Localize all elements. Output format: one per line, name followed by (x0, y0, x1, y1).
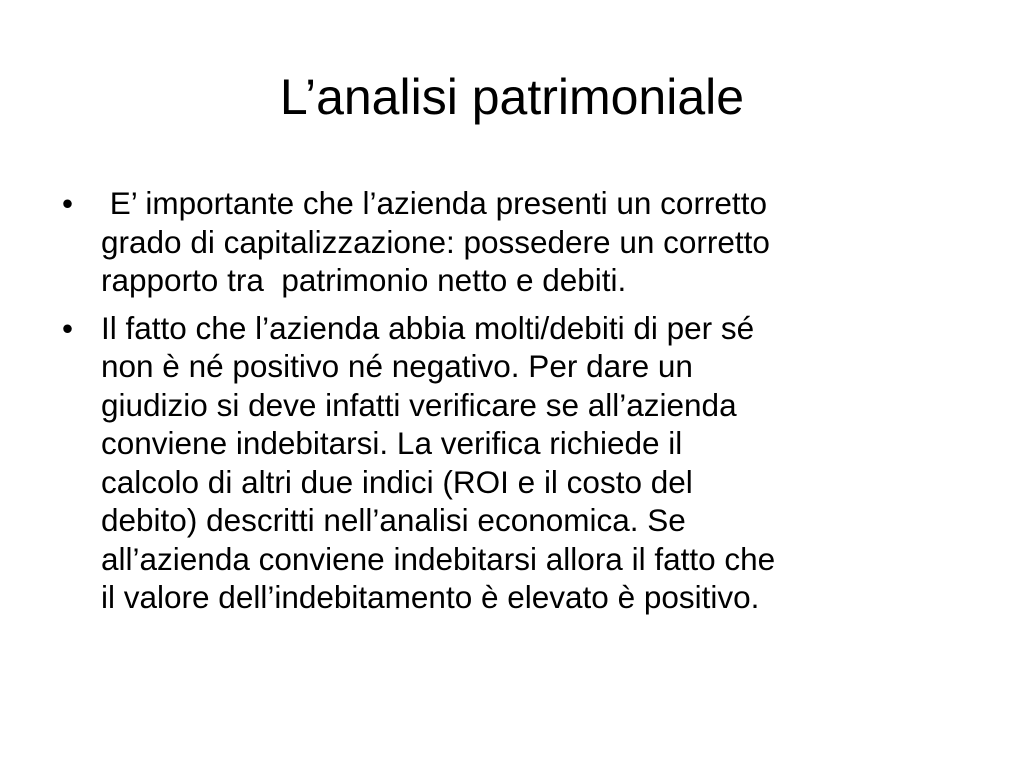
bullet-line: all’azienda conviene indebitarsi allora il fatto che (101, 540, 776, 577)
bullet-line: Il fatto che l’azienda abbia molti/debiti di per sé (101, 309, 755, 346)
bullet-icon: • (62, 309, 74, 346)
bullet-icon: • (62, 185, 74, 221)
bullet-line: giudizio si deve infatti verificare se all’azienda (101, 386, 737, 423)
bullet-line: E’ importante che l’azienda presenti un corretto (101, 185, 767, 221)
bullet-line: calcolo di altri due indici (ROI e il costo del (101, 463, 693, 500)
bullet-line: conviene indebitarsi. La verifica richiede il (101, 425, 683, 461)
bullet-item-indebitamento (62, 309, 1002, 617)
bullet-line: non è né positivo né negativo. Per dare un (101, 348, 693, 384)
bullet-list (62, 184, 1002, 626)
bullet-line: grado di capitalizzazione: possedere un corretto (101, 223, 770, 260)
bullet-line: il valore dell’indebitamento è elevato è positivo. (101, 579, 760, 615)
bullet-line: debito) descritti nell’analisi economica. Se (101, 502, 686, 538)
bullet-line: rapporto tra patrimonio netto e debiti. (101, 262, 627, 298)
slide-title: L’analisi patrimoniale (279, 69, 745, 125)
bullet-item-capitalizzazione (62, 184, 1002, 300)
